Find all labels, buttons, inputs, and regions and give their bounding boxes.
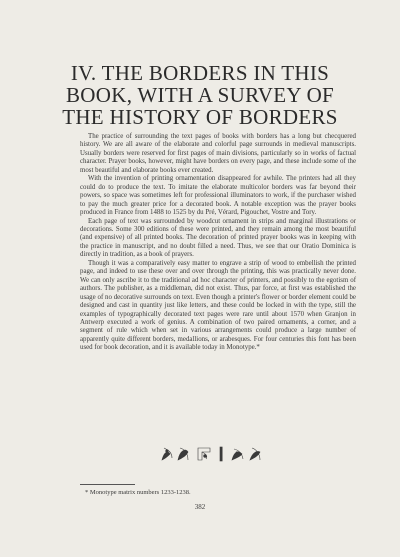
fleuron-right-b-icon — [250, 448, 260, 460]
paragraph: Each page of text was surrounded by woodcut ornament in strips and marginal illustrations or decorations. Some 300 editions of these were printed, and they remain among the most beautiful (and expensive) of all printed books. The decoration of printed prayer books was in keeping with the practice in manuscript, and no doubt filled a need. Thus, we see that our Oratio Dominica is directly in tradition, as a book of prayers. — [80, 217, 356, 259]
page-number: 382 — [194, 503, 206, 511]
paragraph: With the invention of printing ornamentation disappeared for awhile. The printers had all they could do to produce the text. To imitate the elaborate multicolor borders was far beyond their powers, so space was sometimes left for professional illuminators to work, if the purchaser wished to pay the much greater price for a decorated book. A notable exception was the prayer books produced in France from 1488 to 1525 by du Pré, Vérard, Pigouchet, Vostre and Tory. — [80, 175, 356, 217]
ornament-strip — [158, 444, 278, 464]
footnote-rule — [80, 484, 135, 485]
chapter-title-line: THE HISTORY OF BORDERS — [62, 105, 338, 129]
fleuron-corner-icon — [198, 448, 210, 460]
paragraph: The practice of surrounding the text pages of books with borders has a long but checquered history. We are all aware of the elaborate and colorful page surrounds in medieval manuscripts. Usually borders were reserved for first pages of main divisions, particularly so in works of factual character. Prayer books, however, might have borders on every page, and these include some of the most beautiful and elaborate books ever created. — [80, 133, 356, 174]
rule-segment-icon — [220, 447, 222, 461]
fleuron-left-a-icon — [162, 448, 172, 460]
chapter-title-line: BOOK, WITH A SURVEY OF — [65, 83, 335, 107]
fleuron-right-a-icon — [232, 449, 243, 460]
fleuron-left-b-icon — [178, 448, 188, 460]
chapter-title — [40, 62, 360, 128]
paragraph: Though it was a comparatively easy matter to engrave a strip of wood to embellish the printed page, and indeed to use these over and over through the printing, this was practically never done. We can only ascribe it to the traditional ad hoc character of printers, and possibly to the egotism of authors. The publisher, as a middleman, did not exist. Thus, par force, at first was established the usage of no decorative surrounds on text. Even though a printer's flower or border element could be designed and cast in quantity just like letters, and these could be locked in with the type, still the examples of typographically decorated text pages were rare until about 1570 when Granjon in Antwerp executed a work of genius. A combination of two paired ornaments, a corner, and a segment of rule which when set in various arrangements could produce a large number of apparently quite different borders, medallions, or arabesques. For four centuries this font has been used for book decoration, and it is available today in Monotype.* — [80, 259, 356, 352]
body-text — [80, 133, 356, 353]
granjon-ornament-row — [80, 444, 356, 464]
footnote: * Monotype matrix numbers 1233-1238. — [85, 489, 191, 496]
chapter-title-line: IV. THE BORDERS IN THIS — [70, 61, 330, 85]
